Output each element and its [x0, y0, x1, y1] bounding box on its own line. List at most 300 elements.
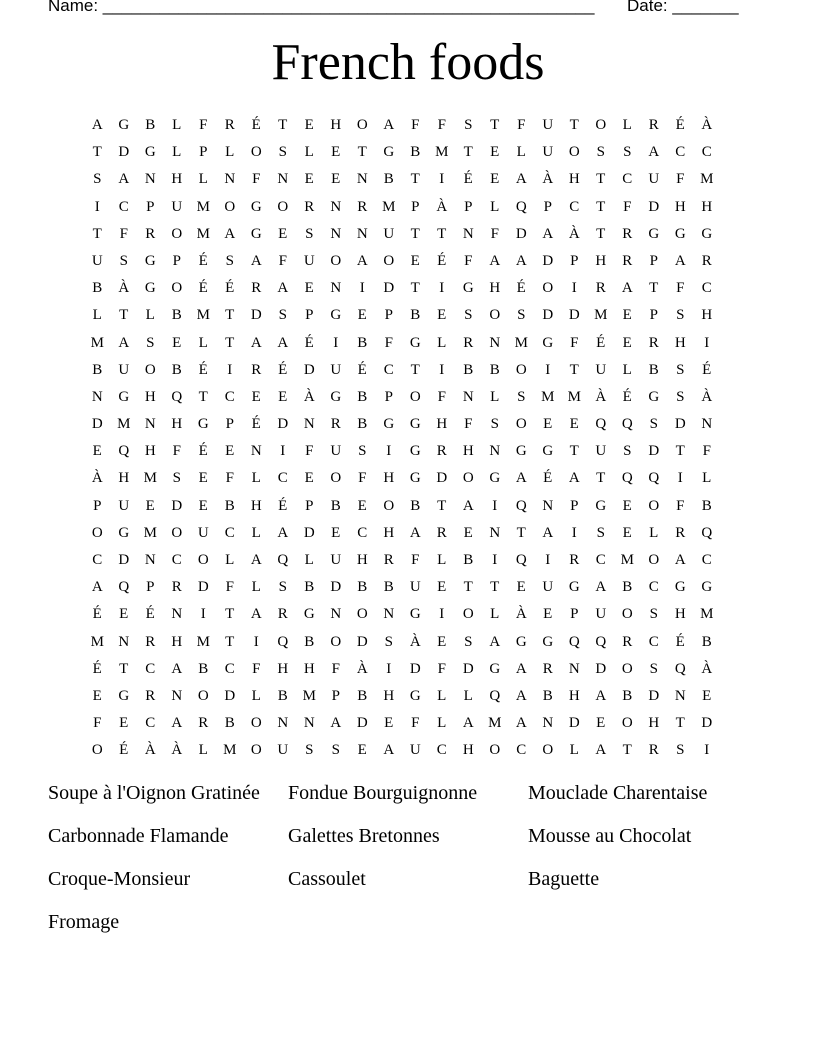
grid-letter: À	[568, 225, 580, 242]
grid-letter: C	[357, 524, 368, 541]
grid-letter: L	[172, 144, 182, 161]
grid-letter: M	[435, 144, 449, 161]
grid-letter: R	[622, 225, 633, 242]
grid-letter: À	[91, 470, 103, 487]
grid-letter: E	[92, 687, 102, 704]
grid-letter: G	[383, 144, 395, 161]
grid-letter: E	[622, 497, 632, 514]
grid-letter: C	[224, 388, 235, 405]
grid-letter: N	[383, 606, 395, 623]
grid-letter: L	[649, 524, 659, 541]
grid-letter: T	[675, 715, 685, 732]
grid-letter: T	[225, 334, 235, 351]
grid-letter: I	[333, 334, 339, 351]
grid-letter: N	[277, 715, 289, 732]
grid-letter: D	[568, 715, 580, 732]
grid-letter: R	[622, 252, 633, 269]
grid-letter: P	[464, 198, 473, 215]
grid-letter: G	[409, 416, 421, 433]
grid-letter: S	[93, 171, 102, 188]
grid-letter: E	[410, 252, 420, 269]
grid-letter: L	[622, 117, 632, 133]
grid-letter: S	[331, 742, 340, 759]
grid-letter: M	[143, 470, 157, 487]
grid-letter: F	[225, 579, 234, 596]
grid-letter: D	[250, 307, 262, 324]
grid-letter: O	[595, 117, 607, 133]
grid-letter: A	[595, 579, 607, 596]
grid-letter: A	[515, 470, 527, 487]
grid-letter: G	[674, 579, 686, 596]
grid-letter: A	[542, 225, 554, 242]
grid-letter: O	[356, 606, 368, 623]
grid-letter: H	[568, 687, 580, 704]
grid-letter: N	[568, 660, 580, 677]
grid-letter: B	[171, 307, 182, 324]
grid-letter: À	[436, 198, 448, 215]
grid-letter: S	[623, 144, 632, 161]
grid-letter: É	[278, 361, 288, 378]
grid-letter: M	[196, 225, 210, 242]
grid-letter: G	[648, 225, 660, 242]
grid-letter: L	[198, 334, 208, 351]
grid-letter: D	[277, 416, 289, 433]
grid-letter: M	[541, 388, 555, 405]
grid-letter: O	[330, 252, 342, 269]
grid-letter: F	[676, 171, 685, 188]
grid-letter: T	[437, 225, 447, 242]
word-list-item: Mouclade Charentaise	[528, 782, 708, 804]
grid-letter: I	[704, 742, 710, 759]
grid-letter: G	[303, 606, 315, 623]
grid-letter: L	[225, 144, 235, 161]
grid-letter: N	[303, 416, 315, 433]
grid-letter: T	[92, 144, 102, 161]
grid-letter: I	[439, 361, 445, 378]
grid-letter: U	[91, 252, 103, 269]
grid-letter: R	[436, 443, 447, 460]
grid-letter: G	[409, 687, 421, 704]
grid-letter: L	[437, 334, 447, 351]
grid-letter: S	[384, 633, 393, 650]
grid-letter: O	[462, 606, 474, 623]
grid-letter: É	[543, 470, 553, 487]
grid-letter: É	[675, 633, 685, 650]
grid-letter: E	[569, 416, 579, 433]
grid-letter: R	[463, 334, 474, 351]
grid-letter: S	[278, 144, 287, 161]
grid-letter: Q	[648, 470, 660, 487]
word-list-item: Fromage	[48, 911, 120, 933]
grid-letter: S	[517, 388, 526, 405]
grid-letter: F	[437, 660, 446, 677]
grid-letter: B	[622, 687, 633, 704]
grid-letter: D	[542, 307, 554, 324]
grid-letter: F	[411, 552, 420, 568]
grid-letter: N	[489, 443, 501, 460]
grid-letter: Q	[515, 552, 527, 568]
grid-letter: D	[648, 198, 660, 215]
grid-letter: R	[145, 225, 156, 242]
grid-letter: S	[676, 742, 685, 759]
grid-letter: G	[462, 280, 474, 297]
grid-letter: S	[358, 443, 367, 460]
grid-letter: O	[250, 742, 262, 759]
grid-letter: O	[91, 742, 103, 759]
grid-letter: C	[622, 171, 633, 188]
grid-letter: Q	[621, 416, 633, 433]
grid-letter: A	[462, 497, 474, 514]
grid-letter: D	[118, 552, 130, 568]
grid-letter: M	[196, 633, 210, 650]
grid-letter: U	[118, 361, 130, 378]
grid-letter: S	[278, 579, 287, 596]
grid-letter: S	[490, 416, 499, 433]
grid-letter: G	[118, 117, 130, 133]
grid-letter: D	[595, 660, 607, 677]
grid-letter: E	[543, 606, 553, 623]
grid-letter: L	[569, 742, 579, 759]
grid-letter: M	[196, 307, 210, 324]
grid-letter: F	[358, 470, 367, 487]
grid-letter: S	[676, 388, 685, 405]
grid-letter: O	[383, 497, 395, 514]
grid-letter: E	[198, 497, 208, 514]
grid-letter: F	[278, 252, 287, 269]
grid-letter: I	[492, 497, 498, 514]
grid-letter: C	[701, 280, 712, 297]
grid-letter: F	[702, 443, 711, 460]
grid-letter: P	[570, 497, 579, 514]
grid-letter: G	[383, 416, 395, 433]
grid-letter: I	[545, 361, 551, 378]
grid-letter: B	[304, 633, 315, 650]
grid-letter: E	[172, 334, 182, 351]
grid-letter: T	[357, 144, 367, 161]
grid-letter: U	[595, 443, 607, 460]
grid-letter: L	[490, 388, 500, 405]
grid-letter: B	[198, 660, 209, 677]
grid-letter: I	[94, 198, 100, 215]
word-list-item: Carbonnade Flamande	[48, 825, 229, 847]
grid-letter: T	[410, 225, 420, 242]
grid-letter: T	[410, 171, 420, 188]
grid-letter: N	[330, 280, 342, 297]
grid-letter: G	[542, 443, 554, 460]
grid-letter: Q	[515, 497, 527, 514]
grid-letter: Q	[674, 660, 686, 677]
grid-letter: M	[223, 742, 237, 759]
grid-letter: F	[623, 198, 632, 215]
grid-letter: À	[701, 388, 713, 405]
grid-letter: A	[277, 524, 289, 541]
grid-letter: L	[251, 470, 261, 487]
grid-letter: E	[119, 715, 129, 732]
grid-letter: H	[674, 198, 686, 215]
grid-letter: L	[702, 470, 712, 487]
grid-letter: P	[146, 198, 155, 215]
grid-letter: G	[648, 388, 660, 405]
grid-letter: E	[304, 280, 314, 297]
word-list-item: Croque-Monsieur	[48, 868, 191, 890]
grid-letter: H	[595, 252, 607, 269]
grid-letter: E	[304, 117, 314, 133]
name-field-label: Name: ____________________________________________________	[48, 0, 595, 15]
grid-letter: G	[250, 198, 262, 215]
grid-letter: C	[383, 361, 394, 378]
grid-letter: C	[648, 633, 659, 650]
grid-letter: G	[118, 524, 130, 541]
grid-letter: É	[675, 117, 685, 133]
grid-letter: B	[701, 497, 712, 514]
grid-letter: E	[622, 334, 632, 351]
grid-letter: O	[383, 252, 395, 269]
grid-letter: C	[569, 198, 580, 215]
grid-letter: B	[489, 361, 500, 378]
grid-letter: D	[118, 144, 130, 161]
grid-letter: G	[595, 497, 607, 514]
grid-letter: Q	[595, 633, 607, 650]
grid-letter: H	[674, 334, 686, 351]
grid-letter: F	[331, 660, 340, 677]
grid-letter: I	[439, 280, 445, 297]
grid-letter: E	[357, 307, 367, 324]
grid-letter: N	[330, 225, 342, 242]
grid-letter: O	[489, 742, 501, 759]
grid-letter: A	[489, 633, 501, 650]
grid-letter: D	[356, 633, 368, 650]
grid-letter: L	[463, 687, 473, 704]
grid-letter: L	[172, 117, 182, 133]
grid-letter: E	[357, 742, 367, 759]
grid-letter: B	[357, 388, 368, 405]
grid-letter: A	[489, 252, 501, 269]
grid-letter: D	[436, 470, 448, 487]
grid-letter: A	[674, 552, 686, 568]
grid-letter: T	[92, 225, 102, 242]
grid-letter: F	[252, 660, 261, 677]
word-list-item: Galettes Bretonnes	[288, 825, 440, 847]
grid-letter: É	[437, 252, 447, 269]
grid-letter: N	[277, 171, 289, 188]
grid-letter: H	[144, 443, 156, 460]
grid-letter: I	[439, 171, 445, 188]
grid-letter: H	[436, 416, 448, 433]
grid-letter: L	[92, 307, 102, 324]
grid-letter: T	[569, 443, 579, 460]
grid-letter: D	[648, 443, 660, 460]
grid-letter: P	[305, 497, 314, 514]
grid-letter: H	[171, 633, 183, 650]
grid-letter: B	[410, 307, 421, 324]
grid-letter: F	[676, 280, 685, 297]
grid-letter: E	[490, 171, 500, 188]
grid-letter: L	[251, 579, 261, 596]
grid-letter: P	[225, 416, 234, 433]
grid-letter: L	[490, 198, 500, 215]
grid-letter: E	[437, 307, 447, 324]
grid-letter: S	[676, 361, 685, 378]
grid-letter: G	[409, 334, 421, 351]
grid-letter: A	[462, 715, 474, 732]
grid-letter: É	[225, 280, 235, 297]
word-list-item: Baguette	[528, 868, 600, 890]
grid-letter: A	[409, 524, 421, 541]
grid-letter: D	[91, 416, 103, 433]
grid-letter: O	[250, 715, 262, 732]
grid-letter: M	[382, 198, 396, 215]
grid-letter: S	[305, 225, 314, 242]
grid-letter: G	[489, 660, 501, 677]
grid-letter: D	[542, 252, 554, 269]
grid-letter: F	[252, 171, 261, 188]
grid-letter: U	[118, 497, 130, 514]
grid-letter: R	[701, 252, 712, 269]
grid-letter: H	[171, 416, 183, 433]
grid-letter: C	[224, 524, 235, 541]
grid-letter: O	[171, 524, 183, 541]
grid-letter: L	[198, 171, 208, 188]
grid-letter: O	[409, 388, 421, 405]
grid-letter: H	[330, 117, 342, 133]
grid-letter: N	[462, 388, 474, 405]
grid-letter: À	[595, 388, 607, 405]
grid-letter: H	[489, 280, 501, 297]
grid-letter: P	[199, 144, 208, 161]
grid-letter: B	[357, 579, 368, 596]
grid-letter: F	[411, 117, 420, 133]
grid-letter: G	[542, 633, 554, 650]
grid-letter: A	[91, 117, 103, 133]
grid-letter: O	[621, 660, 633, 677]
grid-letter: R	[330, 416, 341, 433]
grid-letter: À	[701, 117, 713, 133]
grid-letter: T	[596, 225, 606, 242]
grid-letter: U	[542, 117, 554, 133]
grid-letter: G	[701, 579, 713, 596]
grid-letter: É	[622, 388, 632, 405]
grid-letter: A	[250, 606, 262, 623]
grid-letter: É	[198, 280, 208, 297]
grid-letter: I	[571, 524, 577, 541]
grid-letter: F	[93, 715, 102, 732]
grid-letter: O	[224, 198, 236, 215]
grid-letter: R	[224, 117, 235, 133]
grid-letter: É	[702, 361, 712, 378]
grid-letter: É	[251, 416, 261, 433]
grid-letter: U	[277, 742, 289, 759]
grid-letter: B	[542, 687, 553, 704]
grid-letter: T	[622, 742, 632, 759]
grid-letter: R	[145, 687, 156, 704]
grid-letter: D	[462, 660, 474, 677]
grid-letter: Q	[171, 388, 183, 405]
grid-letter: D	[303, 361, 315, 378]
grid-letter: S	[649, 606, 658, 623]
grid-letter: T	[410, 361, 420, 378]
grid-letter: T	[569, 361, 579, 378]
grid-letter: R	[198, 715, 209, 732]
grid-letter: U	[330, 443, 342, 460]
grid-letter: T	[596, 198, 606, 215]
grid-letter: U	[542, 144, 554, 161]
grid-letter: B	[277, 687, 288, 704]
grid-letter: P	[570, 606, 579, 623]
grid-letter: T	[119, 660, 129, 677]
grid-letter: E	[437, 579, 447, 596]
grid-letter: E	[490, 144, 500, 161]
grid-letter: C	[145, 660, 156, 677]
grid-letter: R	[171, 579, 182, 596]
grid-letter: F	[172, 443, 181, 460]
grid-letter: I	[280, 443, 286, 460]
grid-letter: S	[649, 416, 658, 433]
grid-letter: I	[571, 280, 577, 297]
grid-letter: A	[595, 687, 607, 704]
grid-letter: S	[305, 742, 314, 759]
grid-letter: A	[568, 470, 580, 487]
grid-letter: T	[278, 117, 288, 133]
grid-letter: É	[92, 606, 102, 623]
grid-letter: I	[200, 606, 206, 623]
grid-letter: U	[197, 524, 209, 541]
grid-letter: D	[674, 416, 686, 433]
grid-letter: T	[490, 117, 500, 133]
grid-letter: B	[463, 552, 474, 568]
grid-letter: L	[304, 552, 314, 568]
grid-letter: N	[171, 687, 183, 704]
grid-letter: R	[251, 280, 262, 297]
grid-letter: G	[409, 443, 421, 460]
grid-letter: H	[171, 171, 183, 188]
grid-letter: Q	[118, 443, 130, 460]
grid-letter: C	[595, 552, 606, 568]
grid-letter: S	[676, 307, 685, 324]
grid-letter: L	[251, 687, 261, 704]
grid-letter: M	[90, 334, 104, 351]
grid-letter: L	[490, 606, 500, 623]
grid-letter: N	[224, 171, 236, 188]
grid-letter: E	[251, 388, 261, 405]
grid-letter: O	[277, 198, 289, 215]
grid-letter: A	[674, 252, 686, 269]
grid-letter: U	[595, 361, 607, 378]
grid-letter: T	[463, 144, 473, 161]
grid-letter: N	[489, 524, 501, 541]
grid-letter: T	[569, 117, 579, 133]
grid-letter: G	[701, 225, 713, 242]
grid-letter: S	[596, 144, 605, 161]
grid-letter: E	[304, 470, 314, 487]
grid-letter: F	[464, 252, 473, 269]
grid-letter: N	[144, 171, 156, 188]
grid-letter: I	[227, 361, 233, 378]
grid-letter: H	[568, 171, 580, 188]
grid-letter: G	[144, 144, 156, 161]
grid-letter: Q	[568, 633, 580, 650]
grid-letter: C	[701, 144, 712, 161]
grid-letter: C	[648, 579, 659, 596]
grid-letter: I	[359, 280, 365, 297]
grid-letter: É	[92, 660, 102, 677]
grid-letter: R	[675, 524, 686, 541]
grid-letter: E	[437, 633, 447, 650]
grid-letter: À	[356, 660, 368, 677]
grid-letter: O	[621, 715, 633, 732]
grid-letter: N	[91, 388, 103, 405]
grid-letter: U	[409, 742, 421, 759]
page-title: French foods	[271, 34, 545, 91]
